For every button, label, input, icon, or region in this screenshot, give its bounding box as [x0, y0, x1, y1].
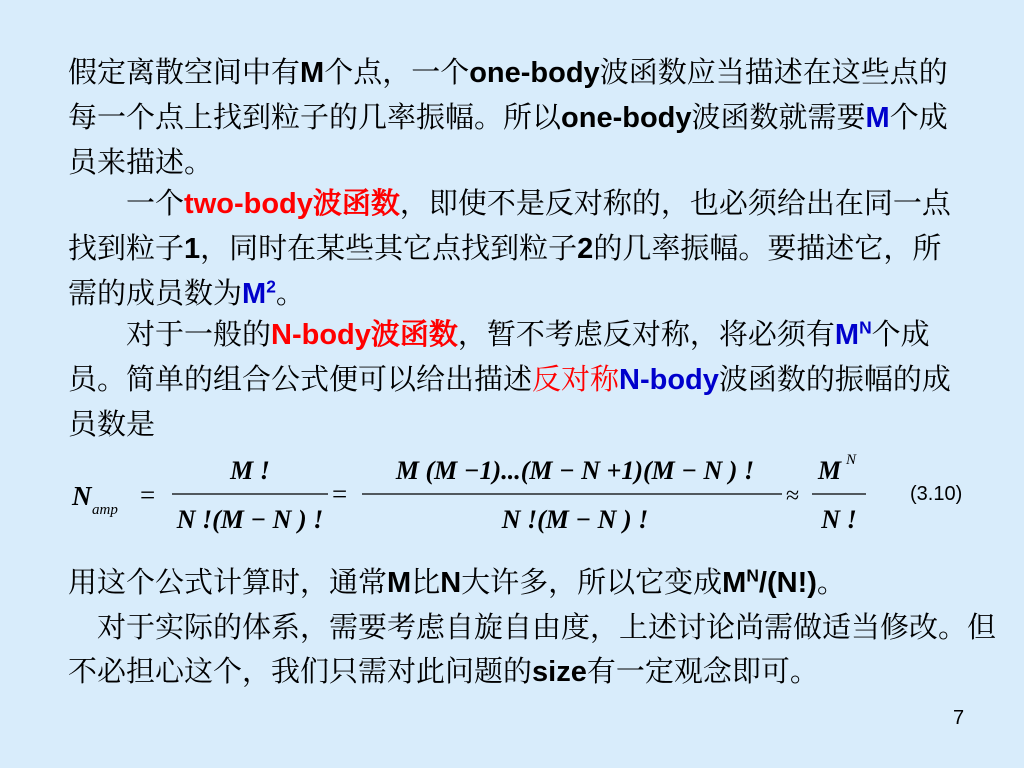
text: 的几率振幅。要描述它，所需的成员数为: [68, 231, 942, 310]
m-to-n: $M^N$: [834, 317, 872, 351]
eq-lhs-n: N: [72, 481, 92, 511]
equation-number: (3.10): [910, 483, 963, 505]
m-to-n-over-n-factorial: $M^N/(N!)$: [722, 565, 817, 599]
text: ，同时在某些其它点找到粒子: [200, 231, 578, 265]
var-m: M: [300, 57, 325, 89]
eq-approx: ≈: [786, 483, 800, 509]
particle-number: 1: [184, 233, 201, 265]
text: 对于实际的体系，需要考虑自旋自由度，上述讨论尚需做适当修改。但不必担心这个，我们只需对此问题的: [68, 610, 997, 688]
term-size: size: [532, 656, 587, 688]
text: 。: [816, 565, 846, 599]
text: 波函数就需要: [691, 100, 866, 134]
paragraph-1: [68, 50, 948, 184]
term-n-body: N-body: [619, 364, 719, 396]
text: 比: [411, 565, 441, 599]
text: 一个: [126, 186, 185, 220]
eq-frac1-denominator: N !(M − N ) !: [176, 505, 324, 534]
eq-frac2-denominator: N !(M − N ) !: [501, 505, 649, 534]
text: 波函数应当描述在这些点的每一个点上找到粒子的几率振幅。所以: [68, 55, 948, 134]
eq-frac3-denominator: N !: [821, 505, 857, 534]
eq-frac2-numerator: M (M −1)...(M − N +1)(M − N ) !: [395, 456, 755, 485]
text: 对于一般的: [126, 317, 272, 351]
particle-number: 2: [577, 233, 594, 265]
text: 个点，一个: [324, 55, 470, 89]
eq-frac1-numerator: M !: [230, 456, 270, 485]
paragraph-2: [68, 181, 958, 316]
eq-frac3-superscript: N: [846, 452, 857, 468]
equation-3-10: [70, 448, 870, 548]
text: 大许多，所以它变成: [461, 565, 723, 599]
text: 。: [275, 276, 305, 310]
paragraph-3: [68, 312, 968, 446]
text: 波函数的振幅的成员数是: [68, 362, 951, 441]
term-two-body-wavefunction: two-body波函数: [184, 188, 400, 220]
var-m: M: [865, 102, 890, 134]
m-squared: $M^2$: [242, 276, 276, 310]
text: 个成员。简单的组合公式便可以给出描述: [68, 317, 930, 396]
var-n: N: [440, 567, 462, 599]
term-one-body: one-body: [469, 57, 600, 89]
var-m: M: [387, 567, 412, 599]
page-number: 7: [953, 707, 965, 729]
eq-equals-2: =: [332, 479, 348, 509]
term-n-body-wavefunction: N-body波函数: [271, 319, 458, 351]
text: ，暂不考虑反对称，将必须有: [457, 317, 835, 351]
text: 有一定观念即可。: [586, 654, 819, 688]
term-one-body: one-body: [561, 102, 692, 134]
eq-lhs-subscript: amp: [92, 502, 118, 518]
paragraph-4: [68, 560, 998, 694]
text: 假定离散空间中有: [68, 55, 301, 89]
term-antisymmetric: 反对称: [532, 362, 620, 396]
eq-equals-1: =: [140, 480, 156, 510]
text: 个成员来描述。: [68, 100, 948, 179]
eq-frac3-numerator: M: [818, 456, 842, 485]
text: 用这个公式计算时，通常: [68, 565, 388, 599]
text: ，即使不是反对称的，也必须给出在同一点找到粒子: [68, 186, 951, 265]
